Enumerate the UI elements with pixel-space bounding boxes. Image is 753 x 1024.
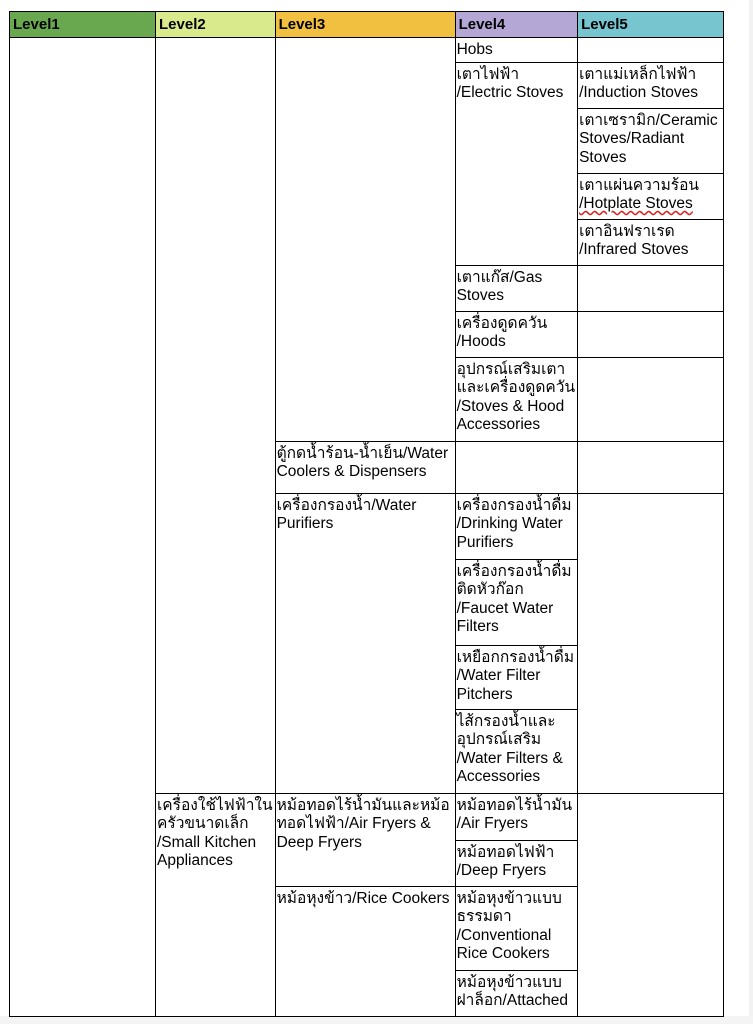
table-row: [10, 38, 724, 63]
level3-cell: ตู้กดน้ำร้อน-น้ำเย็น/Water Coolers & Dispensers: [275, 441, 455, 493]
level5-cell: [578, 441, 724, 493]
level4-cell: [455, 493, 577, 793]
header-level3: Level3: [275, 12, 455, 38]
level4-cell: [455, 793, 577, 886]
level5-cell: [578, 493, 724, 793]
level1-cell: [10, 38, 156, 1017]
level5-cell: เตาอินฟราเรด /Infrared Stoves: [578, 219, 724, 265]
header-level5: Level5: [578, 12, 724, 38]
level3-cell: เครื่องกรองน้ำ/Water Purifiers: [275, 493, 455, 793]
level4-cell: เตาไฟฟ้า /Electric Stoves: [455, 62, 577, 265]
header-level4: Level4: [455, 12, 577, 38]
level4-cell: เตาแก๊ส/Gas Stoves: [455, 265, 577, 311]
level5-cell: เตาแม่เหล็กไฟฟ้า /Induction Stoves: [578, 62, 724, 108]
level4-cell: [455, 441, 577, 493]
level2-cell: [156, 38, 276, 794]
level4-cell: [455, 886, 577, 1016]
list-item: เครื่องกรองน้ำดื่ม /Drinking Water Purifiers: [456, 494, 577, 560]
level5-cell: [578, 311, 724, 357]
level5-cell: [578, 265, 724, 311]
list-item: หม้อทอดไฟฟ้า /Deep Fryers: [456, 843, 555, 879]
list-item: เครื่องกรองน้ำดื่ม ติดหัวก๊อก /Faucet Water Filters: [456, 560, 577, 646]
level4-cell: Hobs: [455, 38, 577, 63]
level3-cell: หม้อทอดไร้น้ำมันและหม้อ ทอดไฟฟ้า/Air Fryers & Deep Fryers: [275, 793, 455, 886]
level3-cell: หม้อหุงข้าว/Rice Cookers: [275, 886, 455, 1016]
bottom-strip: [0, 1016, 753, 1024]
level5-cell: [578, 357, 724, 441]
header-row: [10, 12, 724, 38]
level3-cell: [275, 38, 455, 442]
level4-cell: อุปกรณ์เสริมเตา และเครื่องดูดควัน /Stoves & Hood Accessories: [455, 357, 577, 441]
level2-cell: เครื่องใช้ไฟฟ้าใน ครัวขนาดเล็ก /Small Kitchen Appliances: [156, 793, 276, 1016]
header-level2: Level2: [156, 12, 276, 38]
list-item: หม้อหุงข้าวแบบ ฝาล็อก/Attached: [456, 973, 569, 1009]
page-edge: [749, 0, 753, 1024]
list-item: ไส้กรองน้ำและ อุปกรณ์เสริม /Water Filters & Accessories: [456, 712, 563, 785]
category-table: [9, 11, 724, 1017]
level5-cell: [578, 38, 724, 63]
list-item: เหยือกกรองน้ำดื่ม /Water Filter Pitchers: [456, 646, 577, 710]
level5-cell: [578, 793, 724, 1016]
header-level1: Level1: [10, 12, 156, 38]
list-item: หม้อหุงข้าวแบบ ธรรมดา /Conventional Rice Cookers: [456, 887, 577, 971]
level4-cell: เครื่องดูดควัน /Hoods: [455, 311, 577, 357]
level5-cell: เตาเซรามิก/Ceramic Stoves/Radiant Stoves: [578, 108, 724, 173]
list-item: หม้อทอดไร้น้ำมัน /Air Fryers: [456, 794, 577, 841]
level5-cell: เตาแผ่นความร้อน /Hotplate Stoves: [578, 173, 724, 219]
